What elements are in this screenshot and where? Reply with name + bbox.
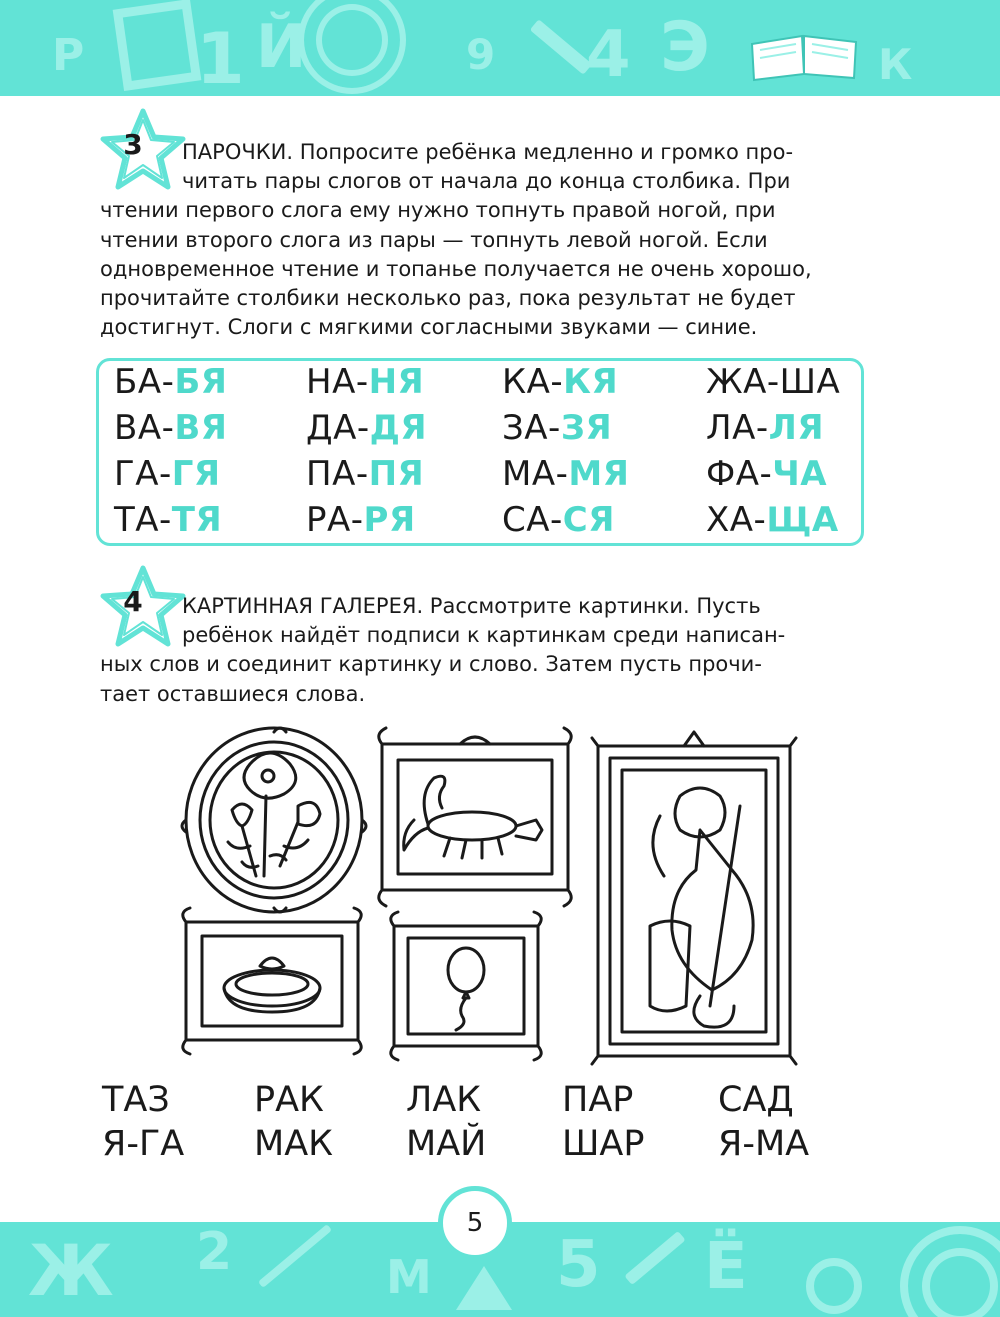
decor-digit: 2: [196, 1222, 233, 1282]
decor-letter: Ж: [28, 1230, 114, 1312]
target-circle-icon: [298, 0, 406, 94]
syllable-pair: КА-КЯ: [502, 362, 619, 402]
task-4-line: КАРТИННАЯ ГАЛЕРЕЯ. Рассмотрите картинки. Пусть: [182, 594, 761, 618]
syllable-pair: ЛА-ЛЯ: [706, 408, 825, 448]
word: ШАР: [562, 1124, 645, 1164]
task-3-line: чтении первого слога ему нужно топнуть правой ногой, при: [100, 198, 776, 223]
triangle-icon: [456, 1266, 512, 1310]
decor-letter: Ё: [704, 1230, 748, 1304]
pencil-icon: [530, 19, 593, 75]
task-4-number: 4: [123, 585, 143, 618]
decor-digit: 9: [466, 30, 496, 79]
square-decor-icon: [113, 0, 202, 91]
syllable-pair: ФА-ЧА: [706, 454, 828, 494]
syllable-pair: ГА-ГЯ: [114, 454, 221, 494]
brush-icon: [258, 1224, 332, 1288]
word: РАК: [254, 1080, 324, 1120]
task-4-line: ребёнок найдёт подписи к картинкам среди написан-: [182, 623, 786, 648]
task-3-line: чтении второго слога из пары — топнуть левой ногой. Если: [100, 227, 768, 252]
crayfish-picture: [379, 728, 571, 906]
syllable-pair: НА-НЯ: [306, 362, 425, 402]
syllable-pair: РА-РЯ: [306, 500, 416, 540]
balloon-picture: [391, 912, 541, 1060]
top-decor-band: [0, 0, 1000, 96]
word: САД: [718, 1080, 794, 1120]
syllable-pair: ПА-ПЯ: [306, 454, 425, 494]
pencil-icon: [624, 1231, 685, 1285]
decor-digit: 4: [586, 18, 631, 92]
word: ТАЗ: [102, 1080, 170, 1120]
decor-digit: 5: [556, 1228, 601, 1302]
baba-yaga-picture: [592, 732, 796, 1064]
syllable-pair: ДА-ДЯ: [306, 408, 428, 448]
word: МАЙ: [406, 1124, 487, 1164]
syllable-pair: БА-БЯ: [114, 362, 228, 402]
syllable-pair: ЖА-ША: [706, 362, 841, 402]
task-4-line: тает оставшиеся слова.: [100, 681, 366, 706]
decor-letter: Р: [52, 30, 85, 81]
task-3-line: ПАРОЧКИ. Попросите ребёнка медленно и громко про-: [182, 140, 794, 164]
syllable-pair: ХА-ЩА: [706, 500, 839, 540]
syllable-pair: ВА-ВЯ: [114, 408, 228, 448]
bowl-picture: [183, 908, 361, 1054]
word: ПАР: [562, 1080, 634, 1120]
task-3-line: достигнут. Слоги с мягкими согласными звуками — синие.: [100, 315, 758, 340]
decor-letter: Э: [660, 8, 710, 87]
sun-icon: [806, 1258, 862, 1314]
decor-letter: К: [878, 40, 913, 89]
decor-letter: Й: [256, 12, 307, 82]
syllable-pair: ЗА-ЗЯ: [502, 408, 613, 448]
syllable-pair: ТА-ТЯ: [114, 500, 223, 540]
syllable-pair: МА-МЯ: [502, 454, 630, 494]
word: Я-МА: [718, 1124, 810, 1164]
word: МАК: [254, 1124, 333, 1164]
task-3-line: одновременное чтение и топанье получается не очень хорошо,: [100, 256, 812, 281]
target-circle-icon: [900, 1226, 1000, 1317]
task-4-instructions: [100, 592, 860, 709]
decor-letter: М: [386, 1250, 432, 1304]
task-3-line: читать пары слогов от начала до конца столбика. При: [182, 169, 791, 194]
word: Я-ГА: [102, 1124, 185, 1164]
open-book-icon: [748, 30, 860, 82]
page-number: 5: [438, 1186, 512, 1260]
poppy-picture: [182, 728, 366, 912]
syllable-pair: СА-СЯ: [502, 500, 615, 540]
task-4-line: ных слов и соединит картинку и слово. Затем пусть прочи-: [100, 652, 762, 677]
word: ЛАК: [406, 1080, 482, 1120]
decor-digit: 1: [196, 18, 245, 96]
task-3-number: 3: [123, 128, 143, 161]
task-3-instructions: [100, 138, 860, 342]
task-3-line: прочитайте столбики несколько раз, пока результат не будет: [100, 286, 796, 311]
picture-gallery: [180, 726, 820, 1066]
